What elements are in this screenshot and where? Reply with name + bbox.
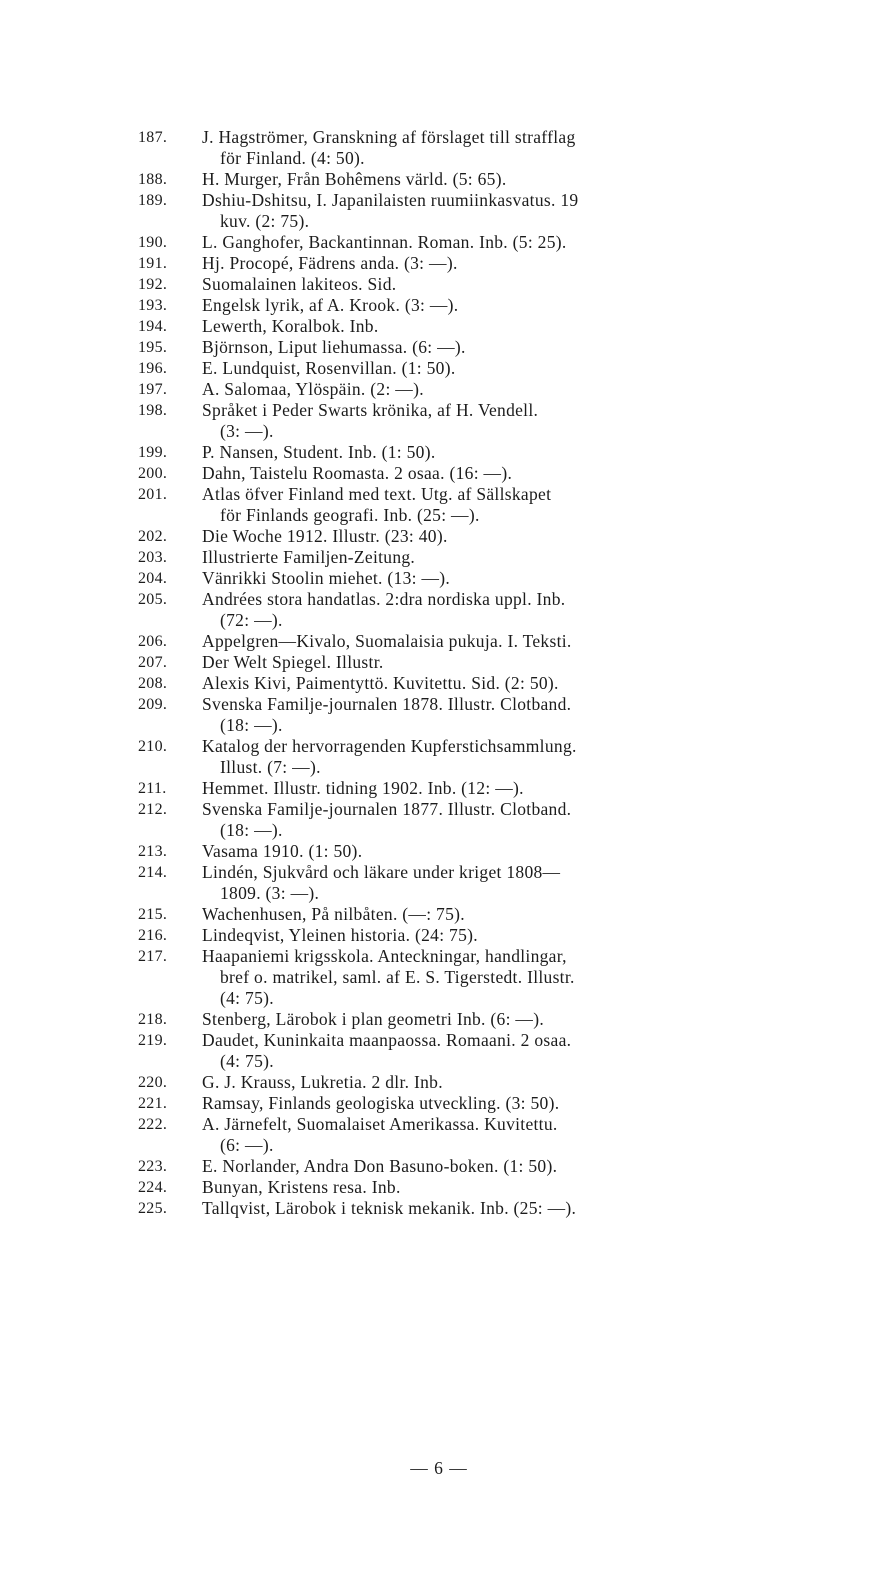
entry-number: 201. (138, 486, 168, 503)
entry-number: 222. (138, 1116, 168, 1133)
entry-line: Wachenhusen, På nilbåten. (—: 75). (202, 904, 465, 924)
entry-continuation-line: (4: 75). (220, 1051, 274, 1071)
catalog-entry (138, 862, 788, 904)
entry-line: Hemmet. Illustr. tidning 1902. Inb. (12: —). (202, 778, 524, 798)
entry-line: Appelgren—Kivalo, Suomalaisia pukuja. I. Teksti. (202, 631, 572, 651)
catalog-entry (138, 1156, 788, 1177)
entry-line: Svenska Familje-journalen 1877. Illustr. Clotband. (202, 799, 572, 819)
entry-line: Lindeqvist, Yleinen historia. (24: 75). (202, 925, 478, 945)
entry-line: L. Ganghofer, Backantinnan. Roman. Inb. (5: 25). (202, 232, 567, 252)
entry-continuation-line: (4: 75). (220, 988, 274, 1008)
catalog-entry (138, 1198, 788, 1219)
entry-number: 211. (138, 780, 167, 797)
catalog-entry (138, 379, 788, 400)
entry-line: Lewerth, Koralbok. Inb. (202, 316, 379, 336)
entry-text (202, 631, 788, 652)
entry-text (202, 127, 788, 169)
entry-line: Suomalainen lakiteos. Sid. (202, 274, 397, 294)
entry-number: 219. (138, 1032, 168, 1049)
catalog-entry (138, 799, 788, 841)
entry-number: 220. (138, 1074, 168, 1091)
entry-continuation-line: för Finlands geografi. Inb. (25: —). (220, 505, 480, 525)
entry-line: Die Woche 1912. Illustr. (23: 40). (202, 526, 448, 546)
entry-text (202, 589, 788, 631)
entry-text (202, 652, 788, 673)
entry-line: Vänrikki Stoolin miehet. (13: —). (202, 568, 451, 588)
entry-number: 204. (138, 570, 168, 587)
catalog-entry (138, 736, 788, 778)
entry-number: 202. (138, 528, 168, 545)
entry-number: 189. (138, 192, 168, 209)
entry-number: 207. (138, 654, 168, 671)
entry-text (202, 1072, 788, 1093)
entry-line: A. Järnefelt, Suomalaiset Amerikassa. Kuvitettu. (202, 1114, 558, 1134)
entry-line: Alexis Kivi, Paimentyttö. Kuvitettu. Sid. (2: 50). (202, 673, 559, 693)
entry-text (202, 1093, 788, 1114)
entry-line: Atlas öfver Finland med text. Utg. af Sällskapet (202, 484, 552, 504)
entry-continuation-line: (18: —). (220, 820, 283, 840)
entry-text (202, 442, 788, 463)
entry-text (202, 736, 788, 778)
entry-continuation-line: för Finland. (4: 50). (220, 148, 365, 168)
catalog-entry (138, 1072, 788, 1093)
entry-text (202, 295, 788, 316)
entry-line: Dahn, Taistelu Roomasta. 2 osaa. (16: —). (202, 463, 513, 483)
entry-line: Engelsk lyrik, af A. Krook. (3: —). (202, 295, 459, 315)
catalog-entry (138, 127, 788, 169)
entry-line: H. Murger, Från Bohêmens värld. (5: 65). (202, 169, 507, 189)
entry-text (202, 841, 788, 862)
entry-number: 218. (138, 1011, 168, 1028)
entry-number: 224. (138, 1179, 168, 1196)
entry-number: 195. (138, 339, 168, 356)
entry-text (202, 778, 788, 799)
catalog-entry (138, 946, 788, 1009)
entry-continuation-line: kuv. (2: 75). (220, 211, 310, 231)
entry-line: P. Nansen, Student. Inb. (1: 50). (202, 442, 436, 462)
catalog-entry (138, 673, 788, 694)
entry-line: A. Salomaa, Ylöspäin. (2: —). (202, 379, 424, 399)
entry-line: Vasama 1910. (1: 50). (202, 841, 363, 861)
entry-text (202, 946, 788, 1009)
entry-number: 192. (138, 276, 168, 293)
catalog-entry (138, 274, 788, 295)
entry-number: 203. (138, 549, 168, 566)
catalog-entry (138, 316, 788, 337)
entry-text (202, 358, 788, 379)
entry-number: 191. (138, 255, 168, 272)
catalog-entry (138, 841, 788, 862)
entry-line: G. J. Krauss, Lukretia. 2 dlr. Inb. (202, 1072, 443, 1092)
entry-line: Språket i Peder Swarts krönika, af H. Vendell. (202, 400, 539, 420)
entry-number: 209. (138, 696, 168, 713)
entry-text (202, 904, 788, 925)
catalog-entry (138, 1093, 788, 1114)
catalog-entry (138, 1114, 788, 1156)
catalog-entry (138, 694, 788, 736)
entry-text (202, 694, 788, 736)
entry-line: E. Lundquist, Rosenvillan. (1: 50). (202, 358, 456, 378)
entry-text (202, 547, 788, 568)
entry-number: 210. (138, 738, 168, 755)
entry-number: 212. (138, 801, 168, 818)
entry-text (202, 337, 788, 358)
catalog-entry (138, 232, 788, 253)
entry-line: Illustrierte Familjen-Zeitung. (202, 547, 416, 567)
entry-text (202, 463, 788, 484)
entry-line: Katalog der hervorragenden Kupferstichsammlung. (202, 736, 577, 756)
entry-text (202, 379, 788, 400)
catalog-entry (138, 337, 788, 358)
entry-number: 188. (138, 171, 168, 188)
entry-line: Ramsay, Finlands geologiska utveckling. (3: 50). (202, 1093, 560, 1113)
entry-line: J. Hagströmer, Granskning af förslaget till strafflag (202, 127, 576, 147)
catalog-entry (138, 568, 788, 589)
catalog-entry (138, 904, 788, 925)
entry-text (202, 925, 788, 946)
entry-line: Björnson, Liput liehumassa. (6: —). (202, 337, 466, 357)
catalog-entry (138, 253, 788, 274)
entry-continuation-line: (3: —). (220, 421, 274, 441)
entry-text (202, 526, 788, 547)
entry-number: 221. (138, 1095, 168, 1112)
entry-number: 223. (138, 1158, 168, 1175)
entry-number: 206. (138, 633, 168, 650)
catalog-entries-list (138, 127, 788, 1219)
entry-text (202, 316, 788, 337)
entry-continuation-line: 1809. (3: —). (220, 883, 320, 903)
entry-text (202, 1177, 788, 1198)
entry-number: 216. (138, 927, 168, 944)
entry-line: Andrées stora handatlas. 2:dra nordiska uppl. Inb. (202, 589, 566, 609)
catalog-entry (138, 631, 788, 652)
catalog-entry (138, 652, 788, 673)
entry-text (202, 253, 788, 274)
catalog-entry (138, 1030, 788, 1072)
entry-number: 193. (138, 297, 168, 314)
catalog-entry (138, 547, 788, 568)
entry-line: E. Norlander, Andra Don Basuno-boken. (1: 50). (202, 1156, 558, 1176)
entry-text (202, 1030, 788, 1072)
entry-text (202, 1009, 788, 1030)
entry-line: Haapaniemi krigsskola. Anteckningar, handlingar, (202, 946, 567, 966)
catalog-entry (138, 169, 788, 190)
catalog-entry (138, 463, 788, 484)
entry-line: Dshiu-Dshitsu, I. Japanilaisten ruumiinkasvatus. 19 (202, 190, 579, 210)
entry-text (202, 190, 788, 232)
entry-line: Lindén, Sjukvård och läkare under kriget 1808— (202, 862, 561, 882)
entry-text (202, 484, 788, 526)
entry-number: 217. (138, 948, 168, 965)
entry-text (202, 862, 788, 904)
entry-line: Der Welt Spiegel. Illustr. (202, 652, 384, 672)
catalog-entry (138, 358, 788, 379)
catalog-entry (138, 925, 788, 946)
entry-number: 190. (138, 234, 168, 251)
catalog-entry (138, 589, 788, 631)
entry-number: 187. (138, 129, 168, 146)
catalog-entry (138, 190, 788, 232)
entry-line: Svenska Familje-journalen 1878. Illustr. Clotband. (202, 694, 572, 714)
entry-text (202, 400, 788, 442)
entry-text (202, 232, 788, 253)
entry-number: 215. (138, 906, 168, 923)
entry-text (202, 568, 788, 589)
entry-line: Hj. Procopé, Fädrens anda. (3: —). (202, 253, 458, 273)
page-number: — 6 — (410, 1458, 468, 1478)
entry-number: 194. (138, 318, 168, 335)
entry-text (202, 799, 788, 841)
entry-number: 196. (138, 360, 168, 377)
entry-line: Stenberg, Lärobok i plan geometri Inb. (6: —). (202, 1009, 545, 1029)
entry-text (202, 274, 788, 295)
entry-number: 198. (138, 402, 168, 419)
catalog-entry (138, 400, 788, 442)
entry-number: 208. (138, 675, 168, 692)
catalog-entry (138, 778, 788, 799)
entry-text (202, 1156, 788, 1177)
catalog-entry (138, 295, 788, 316)
entry-line: Bunyan, Kristens resa. Inb. (202, 1177, 401, 1197)
catalog-entry (138, 442, 788, 463)
entry-line: Daudet, Kuninkaita maanpaossa. Romaani. 2 osaa. (202, 1030, 572, 1050)
entry-continuation-line: (6: —). (220, 1135, 274, 1155)
entry-number: 200. (138, 465, 168, 482)
entry-continuation-line: Illust. (7: —). (220, 757, 321, 777)
catalog-entry (138, 1009, 788, 1030)
catalog-entry (138, 1177, 788, 1198)
entry-text (202, 1198, 788, 1219)
entry-text (202, 673, 788, 694)
entry-number: 213. (138, 843, 168, 860)
entry-text (202, 1114, 788, 1156)
entry-continuation-line: (18: —). (220, 715, 283, 735)
entry-continuation-line: bref o. matrikel, saml. af E. S. Tigerstedt. Illustr. (220, 967, 575, 987)
catalog-entry (138, 484, 788, 526)
entry-number: 214. (138, 864, 168, 881)
entry-continuation-line: (72: —). (220, 610, 283, 630)
entry-number: 205. (138, 591, 168, 608)
entry-text (202, 169, 788, 190)
entry-line: Tallqvist, Lärobok i teknisk mekanik. Inb. (25: —). (202, 1198, 577, 1218)
entry-number: 225. (138, 1200, 168, 1217)
entry-number: 199. (138, 444, 168, 461)
entry-number: 197. (138, 381, 168, 398)
catalog-entry (138, 526, 788, 547)
